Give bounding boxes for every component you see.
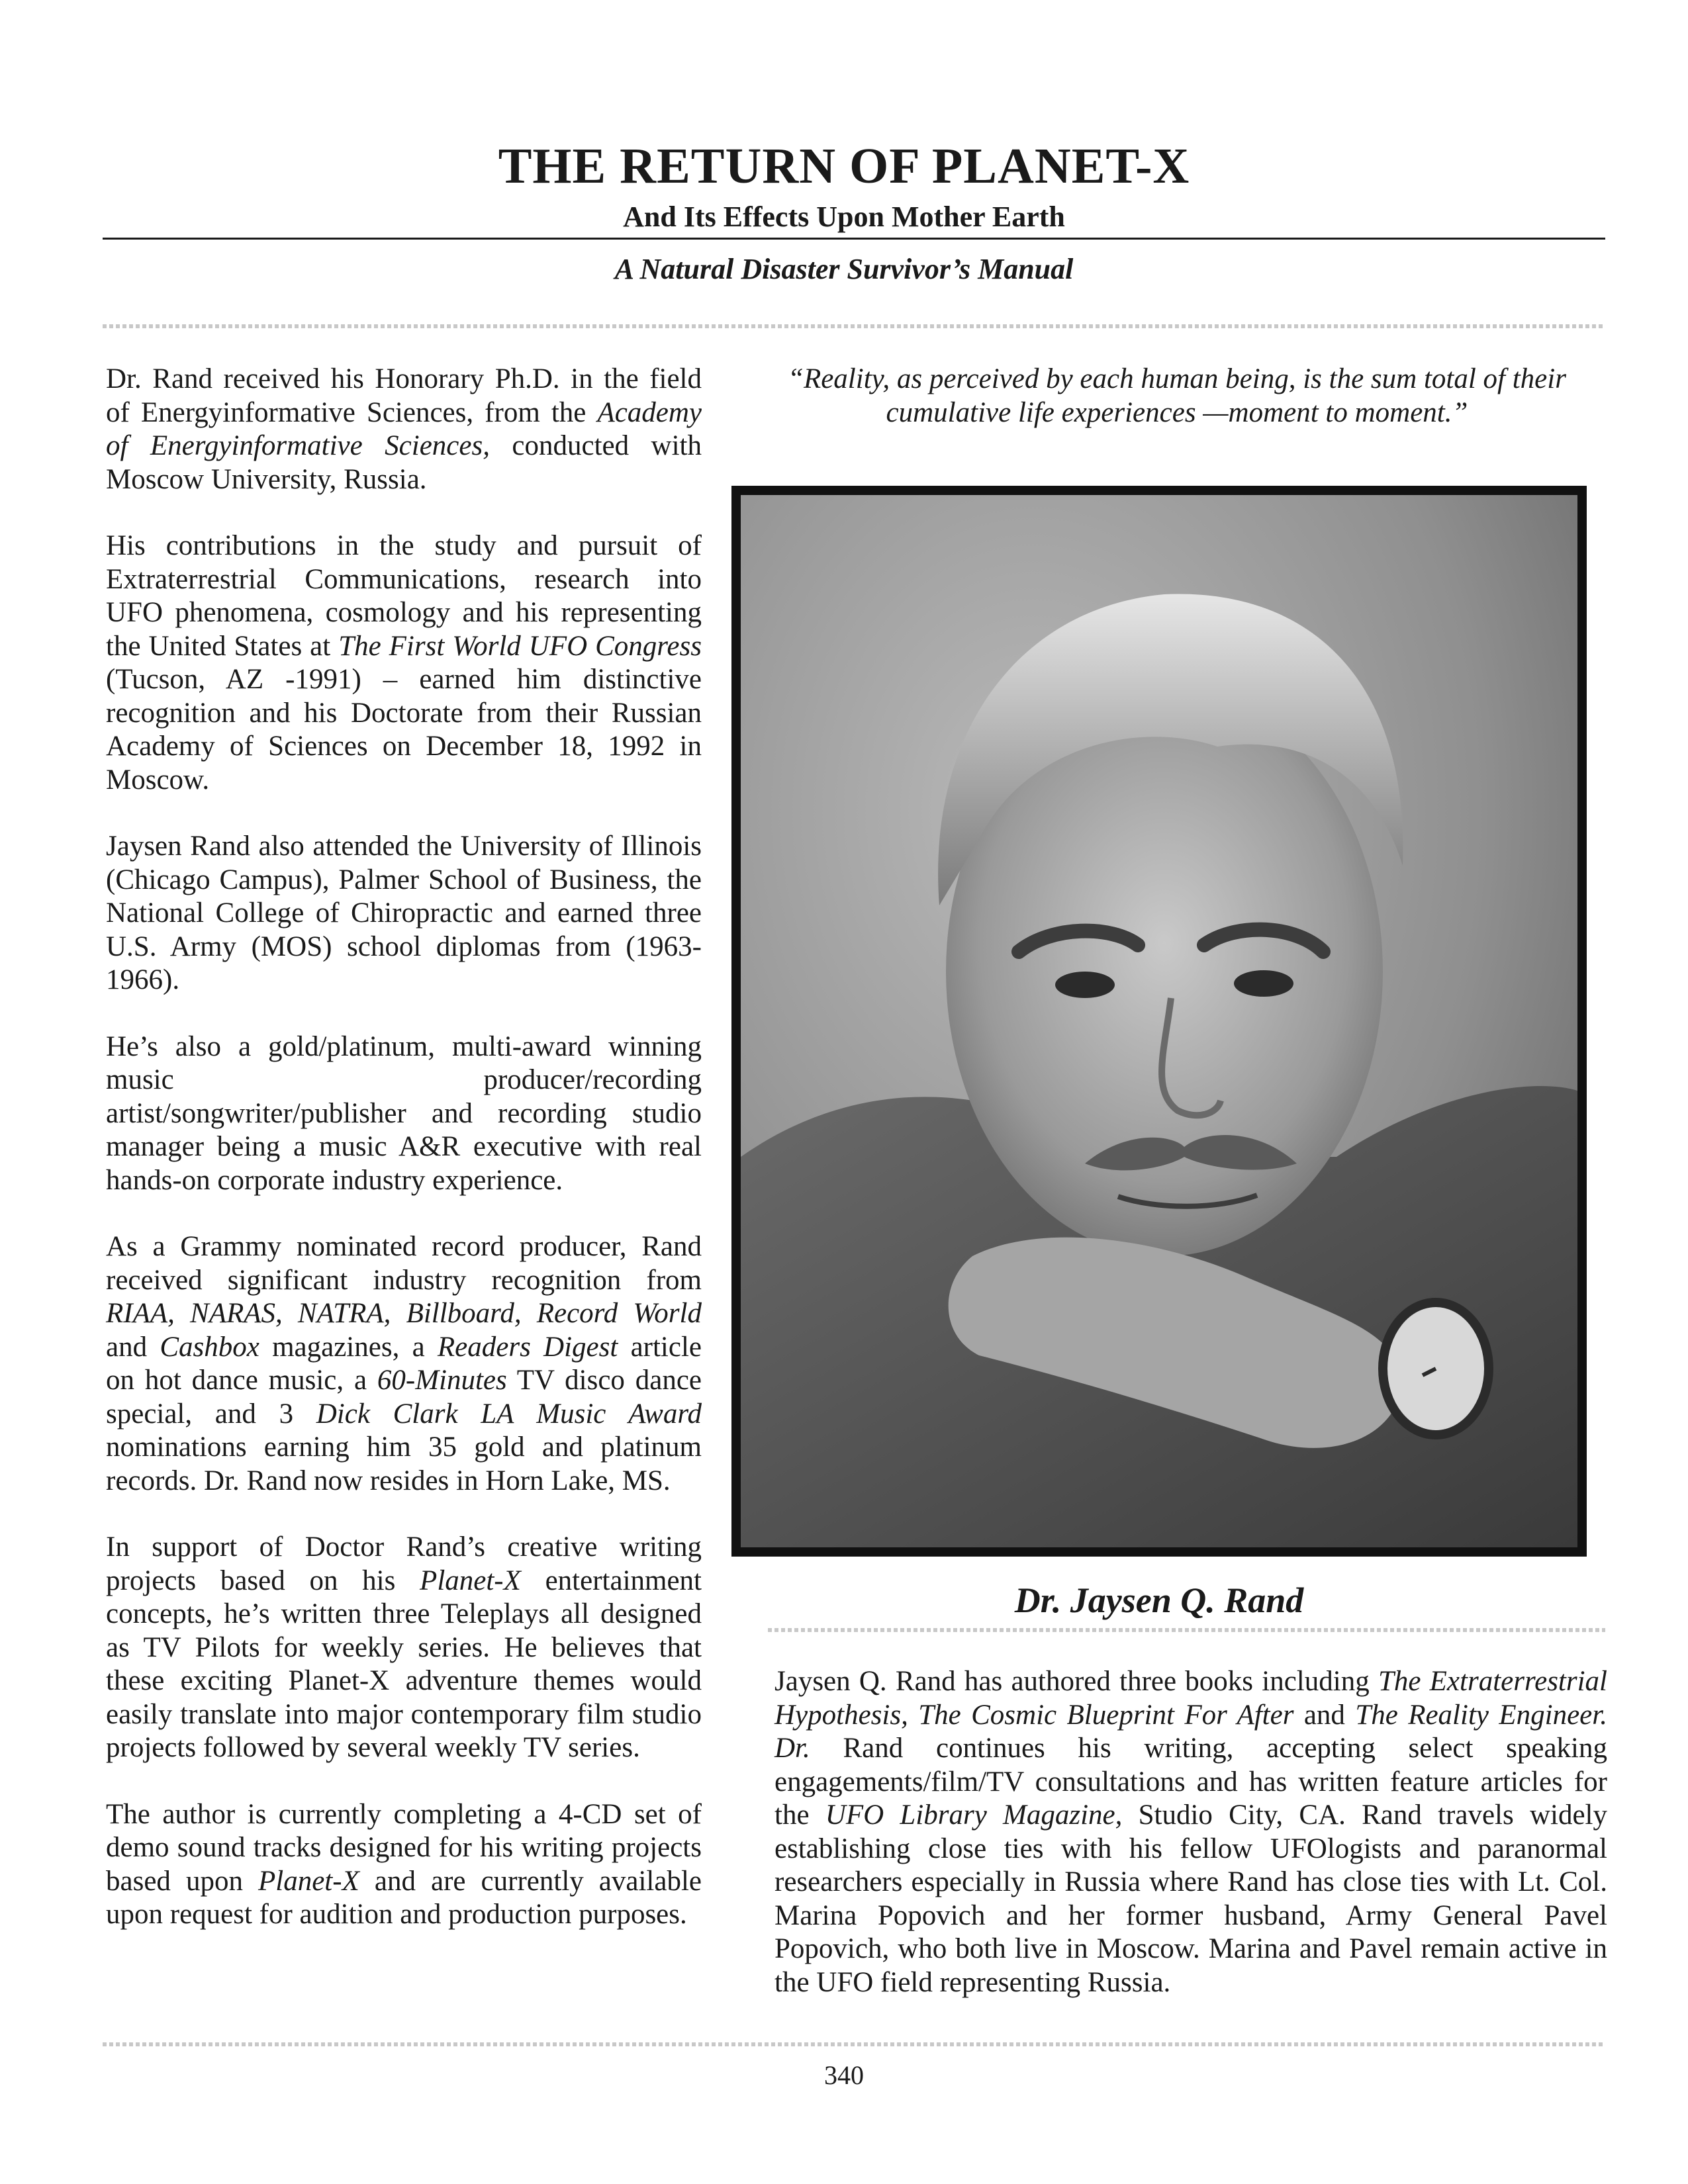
portrait-photo — [731, 486, 1587, 1557]
paragraph-author-bio: Jaysen Q. Rand has authored three books including The Extraterrestrial Hypothesis, The Cosmic Blueprint For After and The Reality Engineer. Dr. Rand continues his writing, accepting select speaking engagements/film/TV consultations and has written feature articles for the UFO Library Magazine, Studio City, CA. Rand travels widely establishing close ties with his fellow UFOlogists and paranormal researchers especially in Russia where Rand has close ties with Lt. Col. Marina Popovich and her former husband, Army General Pavel Popovich, who both live in Moscow. Marina and Pavel remain active in the UFO field representing Russia. — [774, 1666, 1608, 1998]
divider-caption — [768, 1628, 1605, 1632]
paragraph-contributions: His contributions in the study and pursuit of Extraterrestrial Communications, research into UFO phenomena, cosmology and his representing the United States at The First World UFO Congress (Tucson, AZ -1991) – earned him distinctive recognition and his Doctorate from their Russian Academy of Sciences on December 18, 1992 in Moscow. — [106, 530, 702, 796]
page-subtitle: And Its Effects Upon Mother Earth — [623, 201, 1065, 233]
portrait-image — [741, 495, 1577, 1547]
photo-caption: Dr. Jaysen Q. Rand — [1014, 1580, 1304, 1620]
page-title: THE RETURN OF PLANET-X — [498, 138, 1190, 194]
left-column — [106, 363, 702, 1965]
divider-bottom — [103, 2042, 1605, 2046]
paragraph-education: Jaysen Rand also attended the University of Illinois (Chicago Campus), Palmer School of Business, the National College of Chiropractic and earned three U.S. Army (MOS) school diplomas from (1963-1966). — [106, 831, 702, 995]
header-rule — [103, 238, 1605, 240]
paragraph-grammy: As a Grammy nominated record producer, Rand received significant industry recognition from RIAA, NARAS, NATRA, Billboard, Record World and Cashbox magazines, a Readers Digest article on hot dance music, a 60-Minutes TV disco dance special, and 3 Dick Clark LA Music Award nominations earning him 35 gold and platinum records. Dr. Rand now resides in Horn Lake, MS. — [106, 1231, 702, 1496]
right-column — [774, 1665, 1607, 1999]
paragraph-music-career: He’s also a gold/platinum, multi-award winning music producer/recording artist/songwriter/publisher and recording studio manager being a music A&R executive with real hands-on corporate industry experience. — [106, 1030, 702, 1196]
page-tagline: A Natural Disaster Survivor’s Manual — [614, 253, 1074, 285]
epigraph-quote: “Reality, as perceived by each human being, is the sum total of their cumulative life experiences —moment to moment.” — [788, 363, 1566, 428]
page-number: 340 — [824, 2060, 864, 2090]
divider-top — [103, 324, 1605, 328]
paragraph-soundtracks: The author is currently completing a 4-CD set of demo sound tracks designed for his writing projects based upon Planet-X and are currently available upon request for audition and production purposes. — [106, 1798, 702, 1930]
paragraph-writing-projects: In support of Doctor Rand’s creative writing projects based on his Planet-X entertainment concepts, he’s written three Teleplays all designed as TV Pilots for weekly series. He believes that these exciting Planet-X adventure themes would easily translate into major contemporary film studio projects followed by several weekly TV series. — [106, 1531, 702, 1763]
paragraph-honorary-phd: Dr. Rand received his Honorary Ph.D. in the field of Energyinformative Sciences, from the Academy of Energyinformative Sciences, conducted with Moscow University, Russia. — [106, 363, 702, 495]
